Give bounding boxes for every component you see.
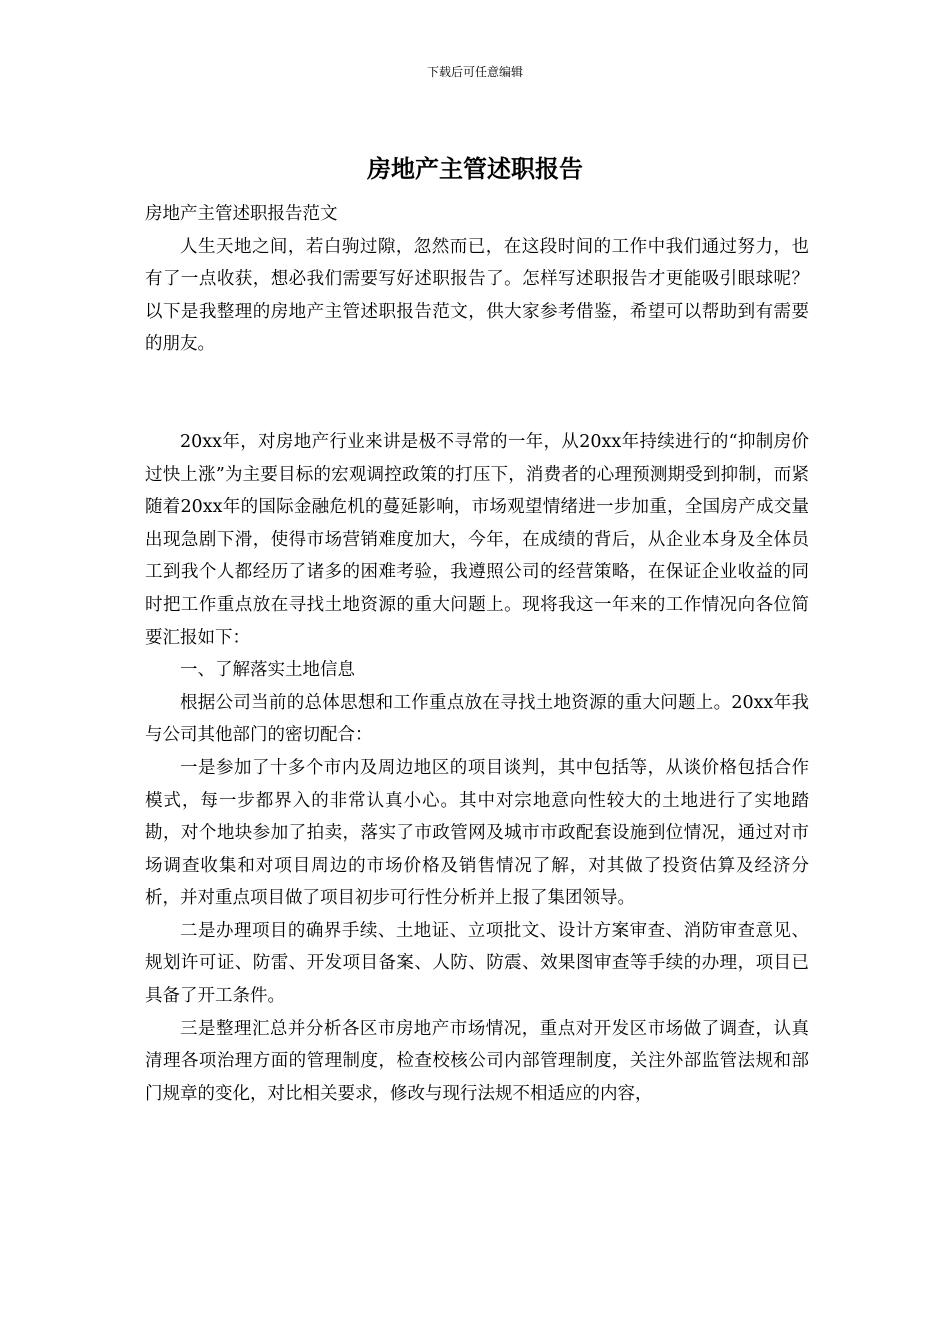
body-paragraph: 根据公司当前的总体思想和工作重点放在寻找土地资源的重大问题上。20xx年我与公司其他部门的密切配合： — [145, 692, 809, 746]
document-body — [145, 198, 809, 1110]
body-paragraph: 二是办理项目的确界手续、土地证、立项批文、设计方案审查、消防审查意见、规划许可证、防雷、开发项目备案、人防、防震、效果图审查等手续的办理，项目已具备了开工条件。 — [145, 920, 809, 1007]
document-title: 房地产主管述职报告 — [367, 154, 583, 183]
paragraph-spacer — [145, 361, 809, 426]
body-paragraph: 20xx年，对房地产行业来讲是极不寻常的一年，从20xx年持续进行的“抑制房价过快上涨”为主要目标的宏观调控政策的打压下，消费者的心理预测期受到抑制，而紧随着20xx年的国际金融危机的蔓延影响，市场观望情绪进一步加重，全国房产成交量出现急剧下滑，使得市场营销难度加大，今年，在成绩的背后，从企业本身及全体员工到我个人都经历了诸多的困难考验，我遵照公司的经营策略，在保证企业收益的同时把工作重点放在寻找土地资源的重大问题上。现将我这一年来的工作情况向各位简要汇报如下： — [145, 431, 809, 648]
body-paragraph: 一是参加了十多个市内及周边地区的项目谈判，其中包括等，从谈价格包括合作模式，每一步都界入的非常认真小心。其中对宗地意向性较大的土地进行了实地踏勘，对个地块参加了拍卖，落实了市政管网及城市市政配套设施到位情况，通过对市场调查收集和对项目周边的市场价格及销售情况了解，对其做了投资估算及经济分析，并对重点项目做了项目初步可行性分析并上报了集团领导。 — [145, 757, 809, 909]
header-note: 下载后可任意编辑 — [426, 65, 523, 79]
body-paragraph: 三是整理汇总并分析各区市房地产市场情况，重点对开发区市场做了调查，认真清理各项治理方面的管理制度，检查校核公司内部管理制度，关注外部监管法规和部门规章的变化，对比相关要求，修改与现行法规不相适应的内容， — [145, 1018, 809, 1104]
document-subtitle: 房地产主管述职报告范文 — [145, 204, 338, 224]
section-heading: 一、了解落实土地信息 — [180, 660, 355, 681]
intro-paragraph: 人生天地之间，若白驹过隙，忽然而已，在这段时间的工作中我们通过努力，也有了一点收获，想必我们需要写好述职报告了。怎样写述职报告才更能吸引眼球呢？以下是我整理的房地产主管述职报告范文，供大家参考借鉴，希望可以帮助到有需要的朋友。 — [145, 236, 809, 355]
